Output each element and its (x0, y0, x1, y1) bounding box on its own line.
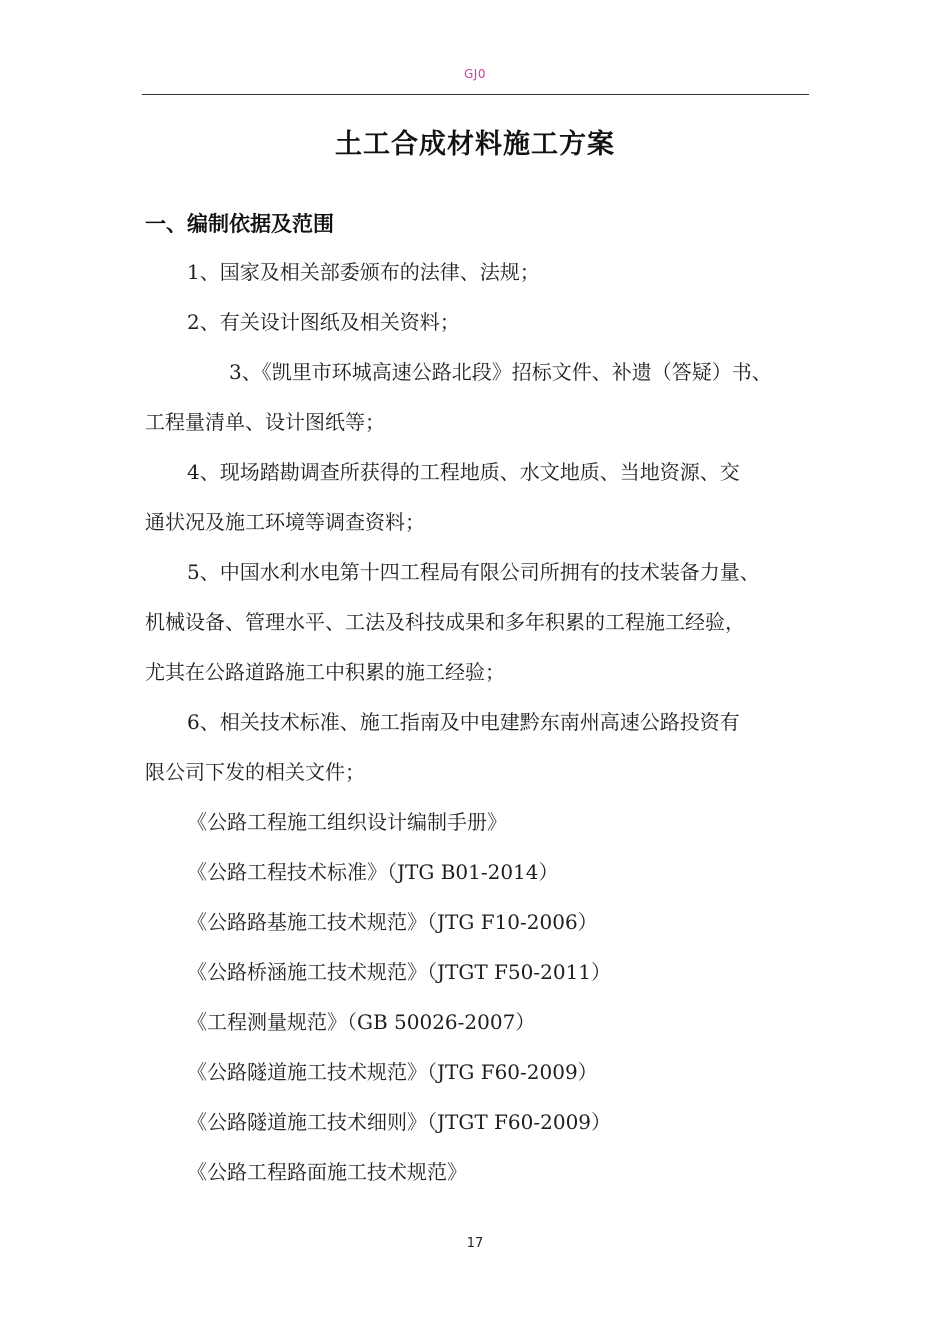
section-heading: 一、编制依据及范围 (145, 212, 334, 236)
item-2: 2、有关设计图纸及相关资料； (187, 310, 460, 334)
item-3-line-1: 3、《凯里市环城高速公路北段》招标文件、补遗（答疑）书、 (229, 360, 772, 384)
header-rule (142, 94, 809, 95)
standard-item: 《公路隧道施工技术规范》（JTG F60-2009） (187, 1060, 598, 1084)
item-5-line-1: 5、中国水利水电第十四工程局有限公司所拥有的技术装备力量、 (187, 560, 760, 584)
header-mark: GJ0 (464, 67, 486, 81)
standard-item: 《公路工程技术标准》（JTG B01-2014） (187, 860, 559, 884)
standard-item: 《公路工程施工组织设计编制手册》 (187, 810, 507, 834)
standard-item: 《公路隧道施工技术细则》（JTGT F60-2009） (187, 1110, 612, 1134)
item-5-line-3: 尤其在公路道路施工中积累的施工经验； (145, 660, 505, 684)
item-4-line-2: 通状况及施工环境等调查资料； (145, 510, 425, 534)
item-6-line-2: 限公司下发的相关文件； (145, 760, 365, 784)
standard-item: 《公路路基施工技术规范》（JTG F10-2006） (187, 910, 598, 934)
page-number: 17 (466, 1236, 484, 1251)
standard-item: 《公路工程路面施工技术规范》 (187, 1160, 467, 1184)
item-3-line-2: 工程量清单、设计图纸等； (145, 410, 385, 434)
item-6-line-1: 6、相关技术标准、施工指南及中电建黔东南州高速公路投资有 (187, 710, 740, 734)
item-5-line-2: 机械设备、管理水平、工法及科技成果和多年积累的工程施工经验， (145, 610, 745, 634)
item-1: 1、国家及相关部委颁布的法律、法规； (187, 260, 540, 284)
item-4-line-1: 4、现场踏勘调查所获得的工程地质、水文地质、当地资源、交 (187, 460, 740, 484)
document-title: 土工合成材料施工方案 (335, 129, 615, 160)
standard-item: 《公路桥涵施工技术规范》（JTGT F50-2011） (187, 960, 612, 984)
standard-item: 《工程测量规范》（GB 50026-2007） (187, 1010, 536, 1034)
